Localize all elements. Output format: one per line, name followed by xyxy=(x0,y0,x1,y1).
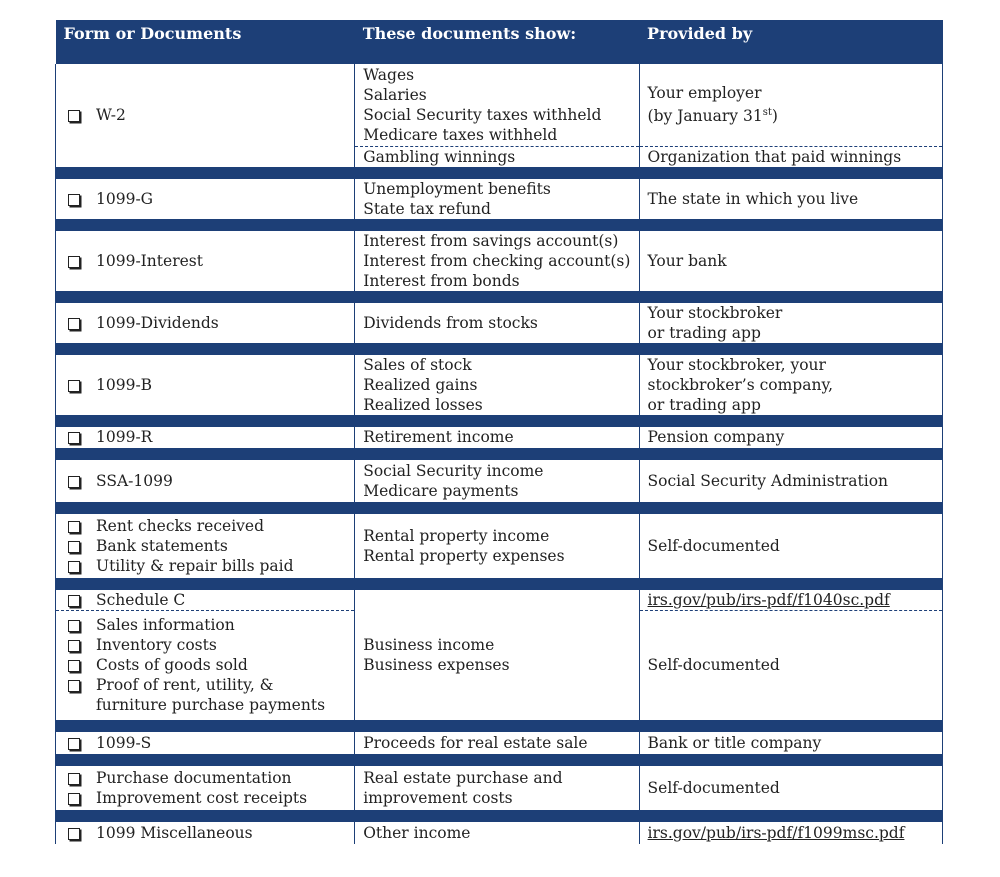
provided-cell: Your bank xyxy=(639,231,942,291)
shows-cell: Sales of stock Realized gains Realized losses xyxy=(355,355,639,415)
provided-cell: Self-documented xyxy=(639,766,942,810)
provided-cell: Pension company xyxy=(639,427,942,448)
checkbox-icon[interactable] xyxy=(68,380,80,392)
checkbox-icon[interactable] xyxy=(68,620,80,632)
form-cell xyxy=(56,64,355,167)
table-row xyxy=(56,732,943,754)
provided-cell xyxy=(639,822,942,844)
provided-cell: Your stockbroker or trading app xyxy=(639,303,942,343)
table-row xyxy=(56,355,943,415)
provided-cell: Self-documented xyxy=(639,610,942,720)
provided-cell: Organization that paid winnings xyxy=(639,146,942,167)
table-row xyxy=(56,231,943,291)
table-row xyxy=(56,822,943,844)
form-cell: 1099 Miscellaneous xyxy=(56,822,355,844)
shows-cell: Gambling winnings xyxy=(355,146,639,167)
checkbox-icon[interactable] xyxy=(68,793,80,805)
shows-cell: Interest from savings account(s) Interest from checking account(s) Interest from bonds xyxy=(355,231,639,291)
form-cell: 1099-Interest xyxy=(56,231,355,291)
checkbox-icon[interactable] xyxy=(68,256,80,268)
shows-cell: Business income Business expenses xyxy=(355,590,639,721)
form-cell: Purchase documentation Improvement cost receipts xyxy=(56,766,355,810)
table-row xyxy=(56,460,943,502)
provided-cell: The state in which you live xyxy=(639,179,942,219)
shows-cell: Unemployment benefits State tax refund xyxy=(355,179,639,219)
form-cell: Schedule C xyxy=(56,590,355,611)
table-row xyxy=(56,514,943,578)
provided-cell: Self-documented xyxy=(639,514,942,578)
checkbox-icon[interactable] xyxy=(68,194,80,206)
shows-cell: Wages Salaries Social Security taxes withheld Medicare taxes withheld xyxy=(355,64,639,146)
provided-cell xyxy=(639,590,942,611)
checkbox-icon[interactable] xyxy=(68,476,80,488)
shows-cell: Rental property income Rental property expenses xyxy=(355,514,639,578)
checkbox-icon[interactable] xyxy=(68,541,80,553)
table-row xyxy=(56,766,943,810)
checkbox-icon[interactable] xyxy=(68,738,80,750)
shows-cell: Retirement income xyxy=(355,427,639,448)
checkbox-icon[interactable] xyxy=(68,318,80,330)
table-row xyxy=(56,179,943,219)
misc-form-link[interactable]: irs.gov/pub/irs-pdf/f1099msc.pdf xyxy=(647,824,905,842)
shows-cell: Proceeds for real estate sale xyxy=(355,732,639,754)
shows-cell: Real estate purchase and improvement costs xyxy=(355,766,639,810)
provided-cell: Your stockbroker, your stockbroker’s company, or trading app xyxy=(639,355,942,415)
checkbox-icon[interactable] xyxy=(68,680,80,692)
header-provided: Provided by xyxy=(639,20,942,64)
checkbox-icon[interactable] xyxy=(68,828,80,840)
shows-cell: Other income xyxy=(355,822,639,844)
checkbox-icon[interactable] xyxy=(68,640,80,652)
provided-cell: Social Security Administration xyxy=(639,460,942,502)
form-cell: Sales information Inventory costs Costs of goods sold Proof of rent, utility, & furniture purchase payments xyxy=(56,610,355,720)
table-row xyxy=(56,427,943,448)
form-cell: Rent checks received Bank statements Utility & repair bills paid xyxy=(56,514,355,578)
form-cell: 1099-S xyxy=(56,732,355,754)
provided-cell: Your employer (by January 31st) xyxy=(639,64,942,146)
form-cell: 1099-R xyxy=(56,427,355,448)
checkbox-icon[interactable] xyxy=(68,660,80,672)
table-row xyxy=(56,303,943,343)
tax-documents-table xyxy=(55,20,943,844)
checkbox-icon[interactable] xyxy=(68,521,80,533)
checkbox-icon[interactable] xyxy=(68,561,80,573)
header-shows: These documents show: xyxy=(355,20,639,64)
form-cell: 1099-G xyxy=(56,179,355,219)
header-row xyxy=(56,20,943,64)
schedule-c-link[interactable]: irs.gov/pub/irs-pdf/f1040sc.pdf xyxy=(647,590,890,609)
table-row xyxy=(56,64,943,146)
checkbox-icon[interactable] xyxy=(68,432,80,444)
provided-cell: Bank or title company xyxy=(639,732,942,754)
form-label: W-2 xyxy=(96,106,126,125)
table-row xyxy=(56,590,943,611)
form-cell: 1099-Dividends xyxy=(56,303,355,343)
checkbox-icon[interactable] xyxy=(68,110,80,122)
form-cell: SSA-1099 xyxy=(56,460,355,502)
shows-cell: Dividends from stocks xyxy=(355,303,639,343)
header-form: Form or Documents xyxy=(56,20,355,64)
form-cell: 1099-B xyxy=(56,355,355,415)
shows-cell: Social Security income Medicare payments xyxy=(355,460,639,502)
checkbox-icon[interactable] xyxy=(68,595,80,607)
checkbox-icon[interactable] xyxy=(68,773,80,785)
